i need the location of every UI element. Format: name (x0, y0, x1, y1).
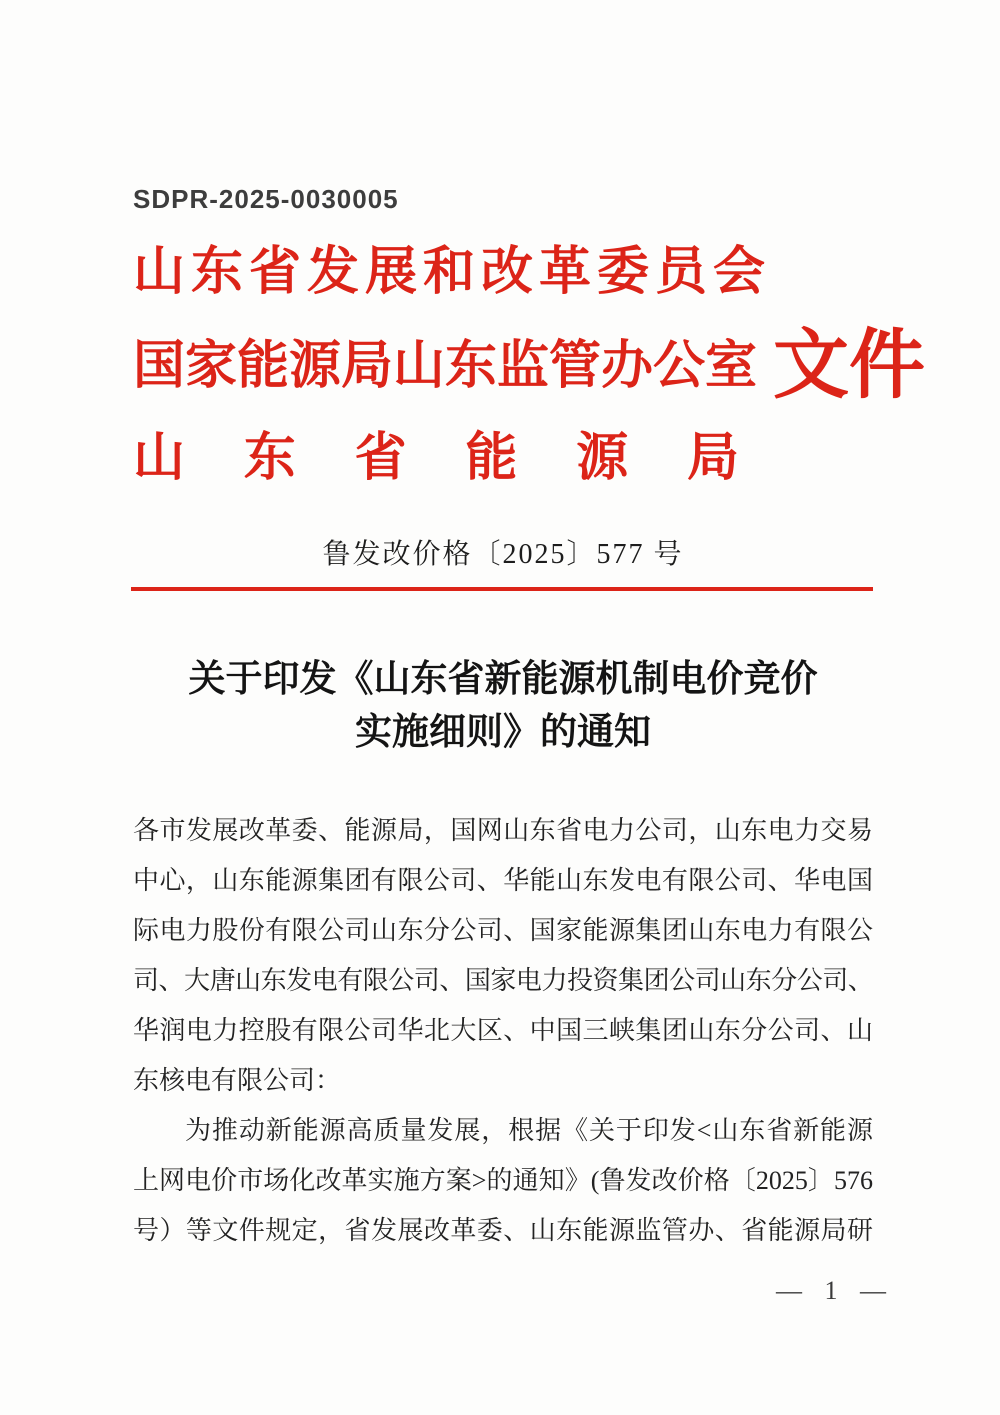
reference-number: 鲁发改价格〔2025〕577 号 (322, 539, 684, 570)
issuer-line-shengnengyuanju: 山东省能源局 (133, 430, 739, 487)
issuer-line-fagaiwei: 山东省发展和改革委员会 (133, 244, 765, 301)
issuer-header (133, 242, 926, 490)
body-line: 各市发展改革委、能源局，国网山东省电力公司，山东电力交易 (133, 816, 873, 845)
document-code: SDPR-2025-0030005 (133, 184, 399, 214)
document-title (133, 653, 873, 759)
body-line: 号）等文件规定，省发展改革委、山东能源监管办、省能源局研 (133, 1216, 873, 1245)
body-line: 中心，山东能源集团有限公司、华能山东发电有限公司、华电国 (133, 866, 873, 895)
body-line: 华润电力控股有限公司华北大区、中国三峡集团山东分公司、山 (133, 1016, 873, 1045)
title-line-2: 实施细则》的通知 (355, 712, 651, 753)
body-line: 上网电价市场化改革实施方案>的通知》(鲁发改价格〔2025〕576 (133, 1166, 873, 1195)
body-line: 东核电有限公司： (133, 1066, 342, 1095)
body-line: 司、大唐山东发电有限公司、国家电力投资集团公司山东分公司、 (133, 966, 873, 995)
title-line-1: 关于印发《山东省新能源机制电价竞价 (188, 659, 818, 700)
red-divider-rule (131, 587, 873, 591)
doc-type-label: 文件 (773, 324, 926, 408)
document-body (133, 806, 873, 1256)
issuer-line-row (133, 324, 926, 408)
body-line: 为推动新能源高质量发展，根据《关于印发<山东省新能源 (185, 1116, 873, 1145)
issuer-line-nengyuanju-jianguanban: 国家能源局山东监管办公室 (133, 338, 758, 395)
body-line: 际电力股份有限公司山东分公司、国家能源集团山东电力有限公 (133, 916, 873, 945)
page-number: — 1 — (776, 1276, 894, 1305)
